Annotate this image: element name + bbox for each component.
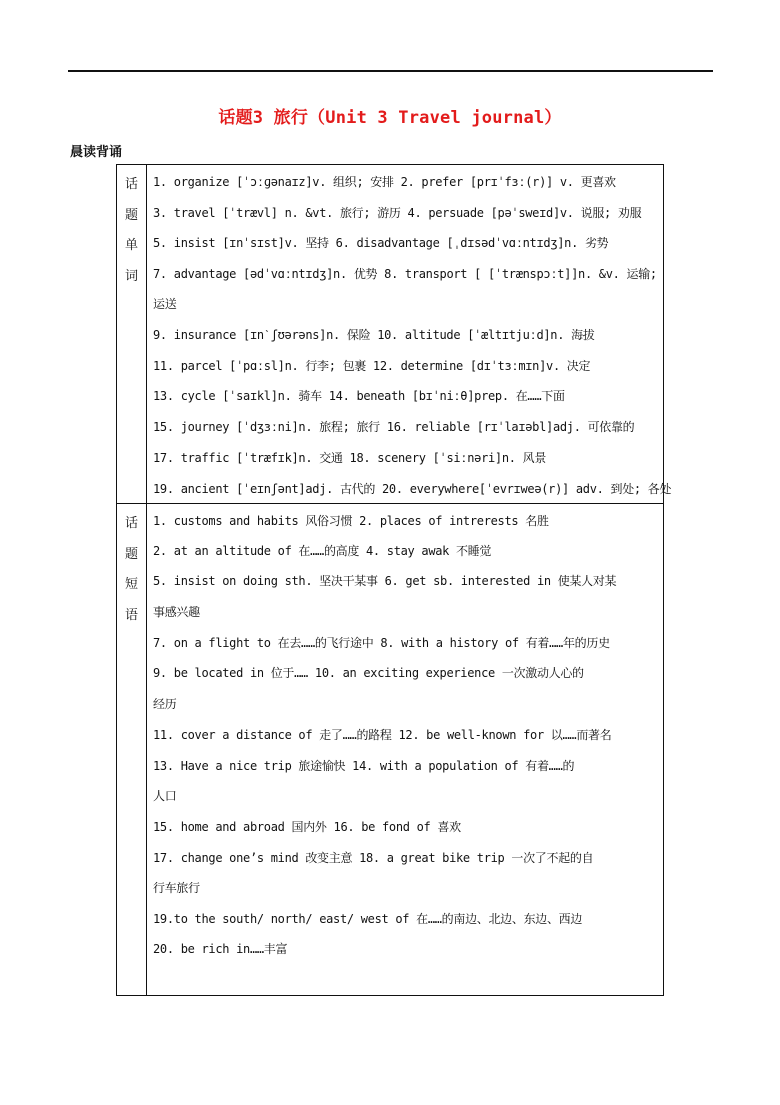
phrase-line: 17. change one’s mind 改变主意 18. a great bike trip 一次了不起的自: [153, 851, 594, 865]
phrase-line: 2. at an altitude of 在……的高度 4. stay awak 不睡觉: [153, 544, 492, 558]
phrase-line: 人口: [153, 789, 177, 803]
vocab-line: 13. cycle [ˈsaɪkl]n. 骑车 14. beneath [bɪˈniːθ]prep. 在……下面: [153, 389, 565, 403]
vocab-line: 1. organize [ˈɔːɡənaɪz]v. 组织; 安排 2. prefer [prɪˈfɜː(r)] v. 更喜欢: [153, 175, 616, 189]
side-label-char: 语: [124, 608, 138, 623]
phrase-line: 7. on a flight to 在去……的飞行途中 8. with a history of 有着……年的历史: [153, 636, 610, 650]
side-label-char: 词: [124, 269, 138, 284]
phrase-table: [116, 503, 664, 996]
phrase-line: 13. Have a nice trip 旅途愉快 14. with a population of 有着……的: [153, 759, 575, 773]
vocab-line: 11. parcel [ˈpɑːsl]n. 行李; 包裹 12. determine [dɪˈtɜːmɪn]v. 决定: [153, 359, 591, 373]
vocab-line: 15. journey [ˈdʒɜːni]n. 旅程; 旅行 16. reliable [rɪˈlaɪəbl]adj. 可依靠的: [153, 420, 635, 434]
vocabulary-side-label: [117, 165, 147, 503]
vocab-line: 3. travel [ˈtrævl] n. &vt. 旅行; 游历 4. persuade [pəˈsweɪd]v. 说服; 劝服: [153, 206, 642, 220]
side-label-char: 话: [124, 177, 138, 192]
side-label-char: 题: [124, 208, 138, 223]
phrase-line: 行车旅行: [153, 881, 200, 895]
phrase-side-label: [117, 504, 147, 995]
side-label-char: 短: [124, 577, 138, 592]
vocab-line: 17. traffic [ˈtræfɪk]n. 交通 18. scenery [ˈsiːnəri]n. 风景: [153, 451, 547, 465]
phrase-line: 事感兴趣: [153, 605, 200, 619]
side-label-char: 单: [124, 238, 138, 253]
vocab-line: 9. insurance [ɪnˋʃʊərəns]n. 保险 10. altitude [ˈæltɪtjuːd]n. 海拔: [153, 328, 595, 342]
phrase-line: 11. cover a distance of 走了……的路程 12. be well-known for 以……而著名: [153, 728, 612, 742]
vocab-line: 7. advantage [ədˈvɑːntɪdʒ]n. 优势 8. transport [ [ˈtrænspɔːt]]n. &v. 运输;: [153, 267, 657, 281]
header-rule: [68, 70, 713, 72]
vocab-line: 19. ancient [ˈeɪnʃənt]adj. 古代的 20. everywhere[ˈevrɪweə(r)] adv. 到处; 各处: [153, 482, 672, 496]
side-label-char: 题: [124, 547, 138, 562]
section-label: 晨读背诵: [70, 145, 123, 160]
phrase-line: 20. be rich in……丰富: [153, 942, 288, 956]
phrase-line: 19.to the south/ north/ east/ west of 在……的南边、北边、东边、西边: [153, 912, 583, 926]
phrase-line: 9. be located in 位于…… 10. an exciting experience 一次激动人心的: [153, 666, 584, 680]
phrase-line: 5. insist on doing sth. 坚决干某事 6. get sb. interested in 使某人对某: [153, 574, 617, 588]
side-label-char: 话: [124, 516, 138, 531]
vocab-line: 运送: [153, 297, 177, 311]
page-title: 话题3 旅行（Unit 3 Travel journal）: [218, 108, 562, 128]
phrase-line: 1. customs and habits 风俗习惯 2. places of intrerests 名胜: [153, 514, 549, 528]
vocabulary-table: [116, 164, 672, 504]
vocab-line: 5. insist [ɪnˈsɪst]v. 坚持 6. disadvantage [ˌdɪsədˈvɑːntɪdʒ]n. 劣势: [153, 236, 609, 250]
phrase-line: 经历: [153, 697, 177, 711]
phrase-line: 15. home and abroad 国内外 16. be fond of 喜欢: [153, 820, 461, 834]
